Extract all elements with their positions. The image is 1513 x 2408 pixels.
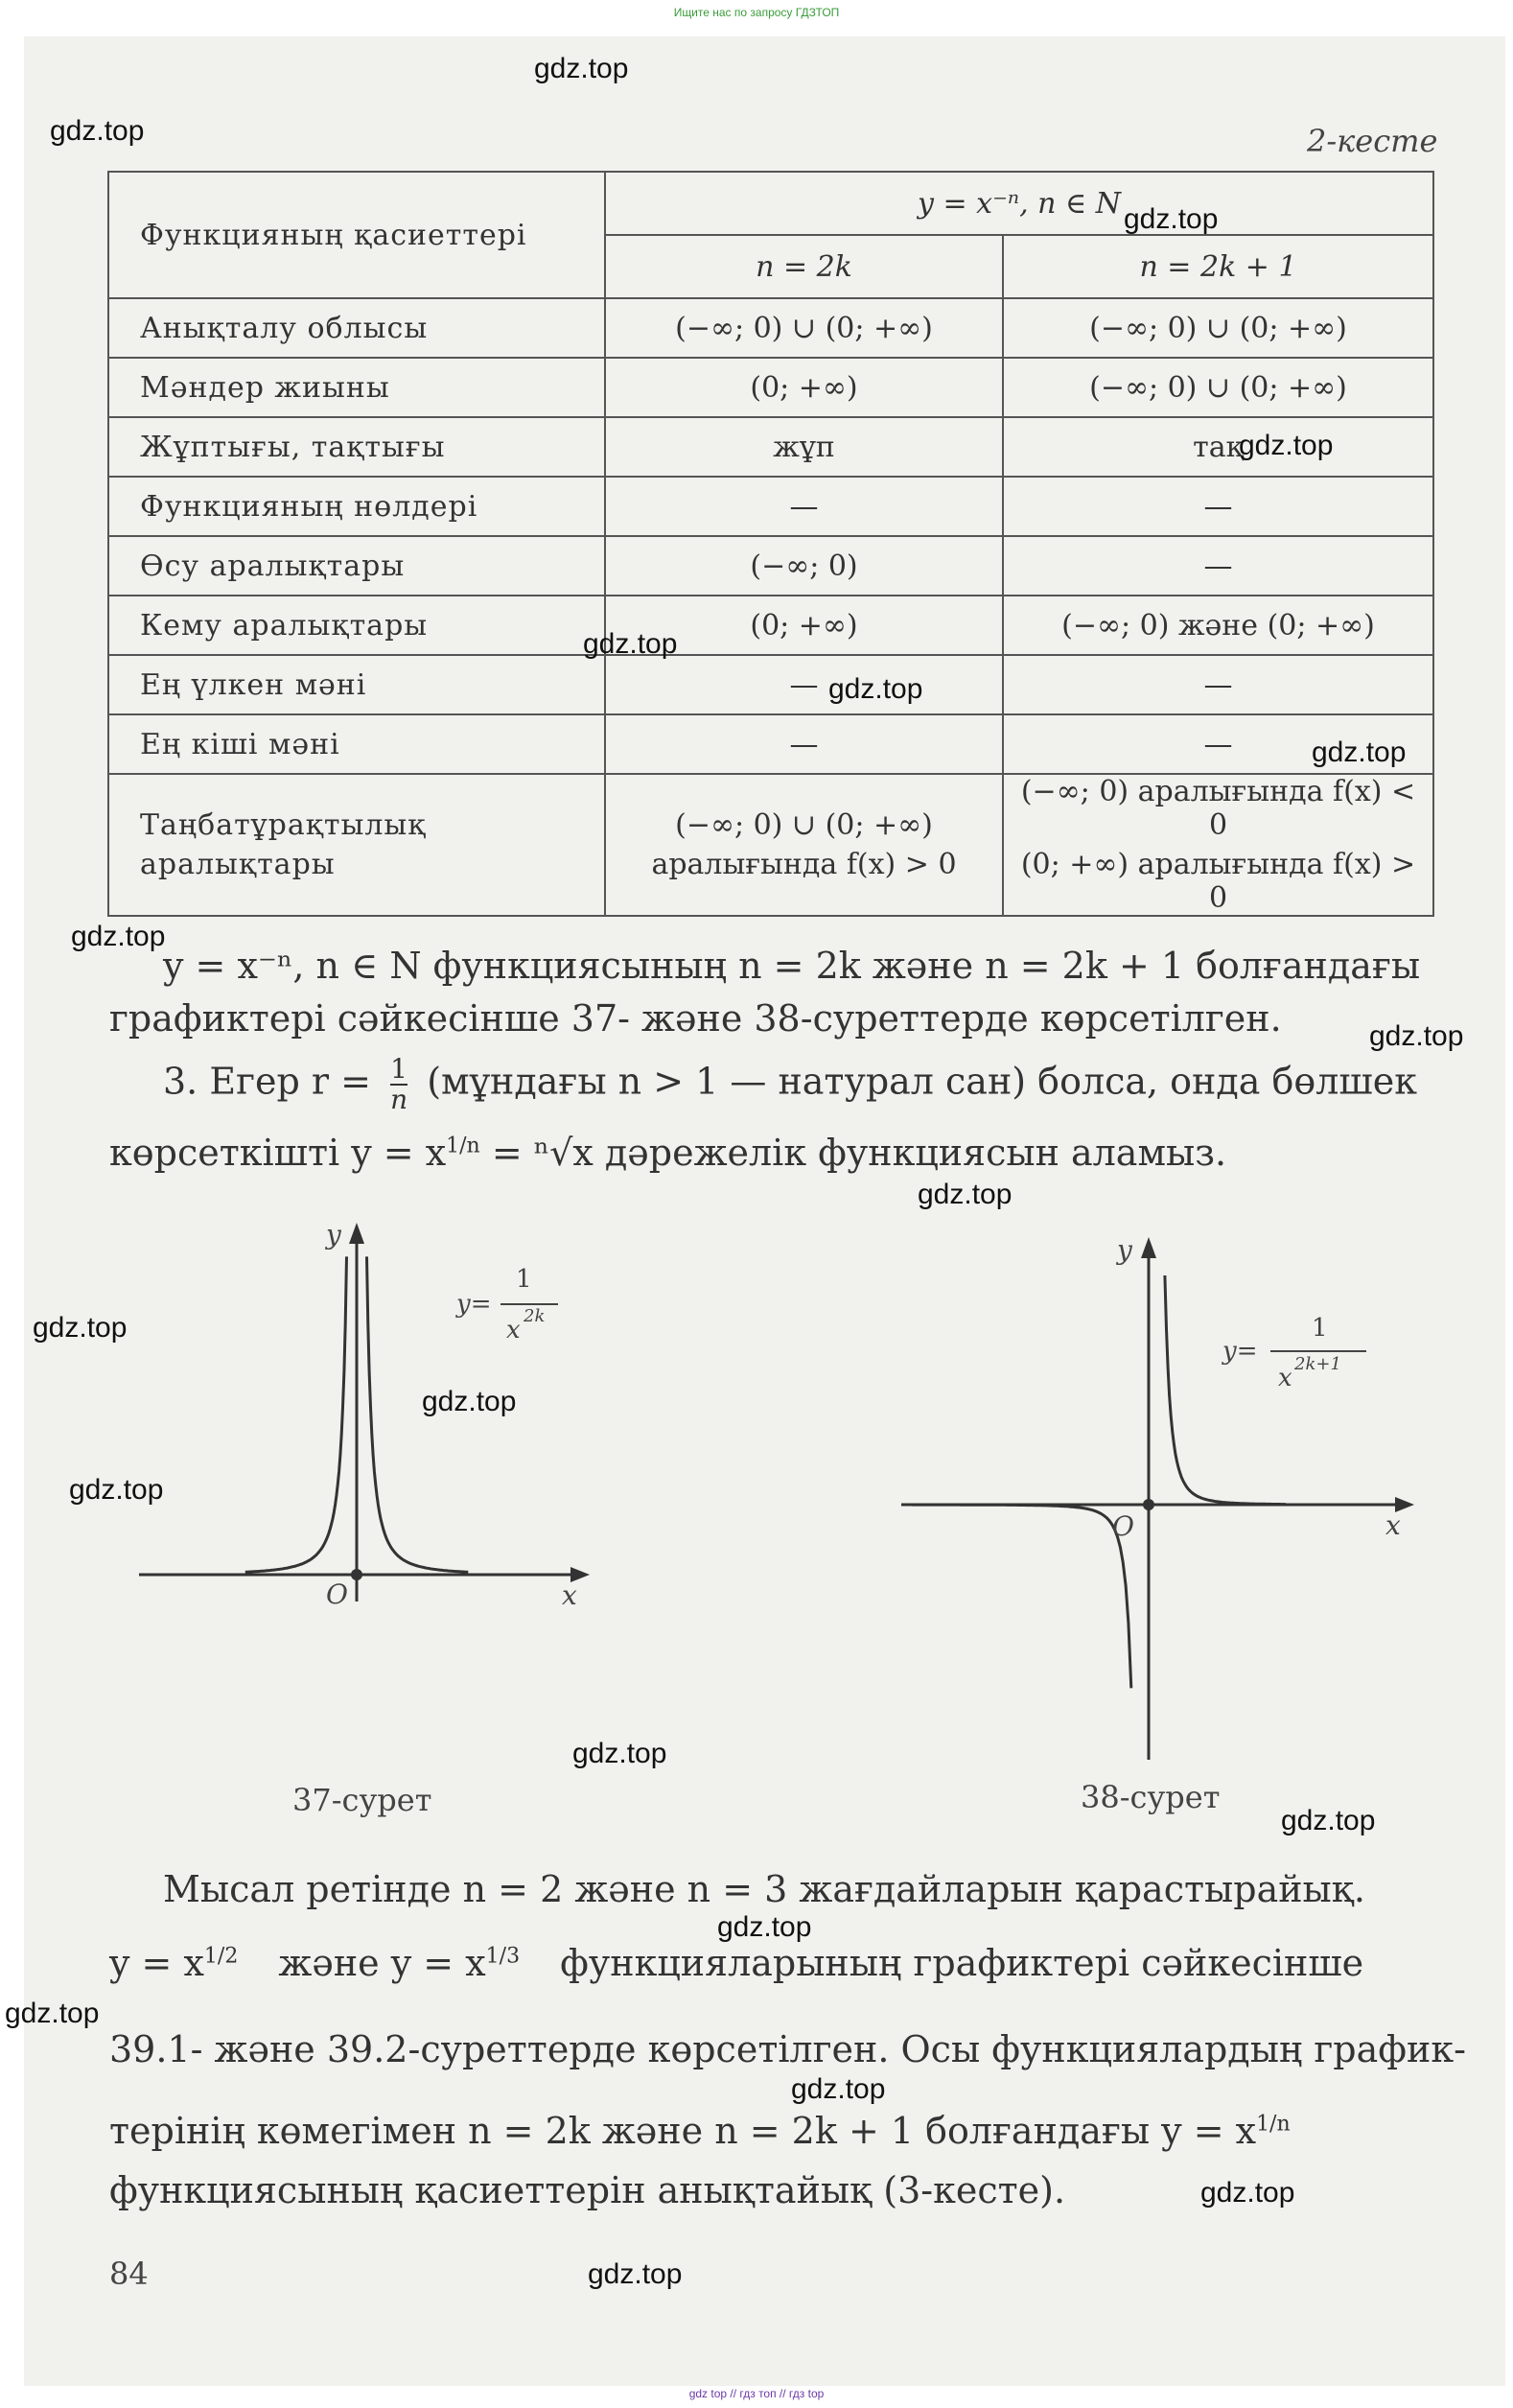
top-note: Ищите нас по запросу ГДЗТОП — [673, 6, 840, 19]
para1-line2: графиктері сәйкесінше 37- және 38-суреттерде көрсетілген. — [109, 997, 1282, 1040]
table-header-row — [108, 172, 1433, 235]
formula-den: x — [1278, 1364, 1292, 1392]
row-cell-even: (0; +∞) — [605, 596, 1003, 655]
watermark: gdz.top — [1239, 430, 1334, 461]
row-label: Ең үлкен мәні — [108, 655, 605, 714]
header-col-odd: n = 2k + 1 — [1003, 235, 1433, 298]
formula-den-exp: 2k+1 — [1294, 1354, 1341, 1374]
table-row — [108, 536, 1433, 596]
cell-line1: (−∞; 0) аралығында f(x) < 0 — [1020, 775, 1416, 842]
origin-label: O — [326, 1578, 348, 1610]
row-cell-odd — [1003, 774, 1433, 916]
curve-left — [912, 1505, 1131, 1688]
exponent: 1/n — [446, 1134, 480, 1158]
y-axis-label: y — [326, 1219, 341, 1251]
row-cell-even: — — [605, 655, 1003, 714]
row-cell-odd: — — [1003, 714, 1433, 774]
para2-text-b: (мұндағы n > 1 — натурал сан) болса, онда бөлшек — [427, 1060, 1417, 1103]
row-cell-even: (0; +∞) — [605, 358, 1003, 417]
row-cell-odd: — — [1003, 477, 1433, 536]
y-axis-label: y — [1117, 1234, 1132, 1266]
fraction-num: 1 — [390, 1053, 407, 1085]
row-cell-odd: (−∞; 0) және (0; +∞) — [1003, 596, 1433, 655]
curve-right — [1165, 1275, 1286, 1505]
table-row-sign — [108, 774, 1433, 916]
watermark: gdz.top — [1200, 2177, 1295, 2209]
y-axis-arrow — [349, 1223, 364, 1244]
watermark: gdz.top — [33, 1312, 128, 1344]
watermark: gdz.top — [50, 115, 145, 147]
row-label: Кему аралықтары — [108, 596, 605, 655]
watermark: gdz.top — [1312, 736, 1407, 768]
table-body — [108, 298, 1433, 774]
para3-line2-a: y = x — [109, 1942, 204, 1984]
watermark: gdz.top — [828, 673, 923, 705]
watermark: gdz.top — [5, 1998, 100, 2029]
watermark: gdz.top — [588, 2258, 683, 2290]
origin-point — [351, 1569, 362, 1580]
watermark: gdz.top — [69, 1474, 164, 1506]
para3-line4 — [109, 2110, 1291, 2152]
watermark: gdz.top — [717, 1911, 812, 1943]
x-axis-label: x — [1385, 1509, 1401, 1541]
header-formula: y = x⁻ⁿ, n ∈ N — [605, 172, 1433, 235]
table-row — [108, 714, 1433, 774]
figure-37-caption: 37-сурет — [292, 1782, 432, 1818]
figure-37 — [125, 1208, 604, 1611]
row-cell-even: — — [605, 714, 1003, 774]
y-axis-arrow — [1141, 1237, 1156, 1258]
row-label: Ең кіші мәні — [108, 714, 605, 774]
x-axis-label: x — [562, 1579, 577, 1611]
formula-y: y= — [456, 1290, 492, 1319]
row-label: Мәндер жиыны — [108, 358, 605, 417]
row-cell-even — [605, 774, 1003, 916]
watermark: gdz.top — [918, 1179, 1013, 1210]
row-label: Өсу аралықтары — [108, 536, 605, 596]
header-col-even: n = 2k — [605, 235, 1003, 298]
exponent: 1/3 — [485, 1944, 521, 1969]
page-number: 84 — [109, 2256, 149, 2292]
watermark: gdz.top — [791, 2073, 886, 2105]
para3-line1: Мысал ретінде n = 2 және n = 3 жағдайларын қарастырайық. — [163, 1868, 1365, 1910]
watermark: gdz.top — [1369, 1020, 1464, 1052]
exponent: 1/n — [1256, 2112, 1291, 2137]
formula-num: 1 — [1312, 1314, 1328, 1343]
para2-line2 — [109, 1132, 1226, 1174]
row-cell-even: — — [605, 477, 1003, 536]
para3-line5: функциясының қасиеттерін анықтайық (3-кесте). — [109, 2169, 1066, 2211]
exponent: 1/2 — [203, 1944, 239, 1969]
origin-point — [1143, 1499, 1154, 1510]
para3-line2 — [109, 1942, 1363, 1984]
table-row — [108, 596, 1433, 655]
bottom-note: gdz top // гдз топ // гдз top — [688, 2387, 825, 2400]
table-row — [108, 298, 1433, 358]
watermark: gdz.top — [534, 53, 629, 84]
table-row — [108, 417, 1433, 477]
para2-text-a: 3. Егер r = — [163, 1060, 371, 1103]
cell-line2: аралығында f(x) > 0 — [651, 848, 957, 881]
cell-line1: (−∞; 0) ∪ (0; +∞) — [675, 808, 933, 842]
formula-y: y= — [1222, 1337, 1258, 1366]
para2-line2-a: көрсеткішті y = x — [109, 1132, 447, 1174]
curve-left — [245, 1256, 347, 1572]
para2-line1 — [163, 1055, 1417, 1114]
row-cell-odd: — — [1003, 536, 1433, 596]
row-label: Жұптығы, тақтығы — [108, 417, 605, 477]
row-cell-odd: (−∞; 0) ∪ (0; +∞) — [1003, 298, 1433, 358]
row-cell-odd: тақ — [1003, 417, 1433, 477]
row-label-line1: Таңбатұрақтылық — [140, 808, 427, 842]
row-cell-odd: — — [1003, 655, 1433, 714]
watermark: gdz.top — [71, 921, 166, 952]
properties-table — [107, 171, 1434, 917]
row-label-line2: аралықтары — [140, 848, 336, 881]
figure-38 — [892, 1223, 1429, 1769]
row-label: Функцияның нөлдері — [108, 477, 605, 536]
row-label — [108, 774, 605, 916]
para3-line3: 39.1- және 39.2-суреттерде көрсетілген. Осы функциялардың график- — [109, 2028, 1466, 2070]
figure-38-caption: 38-сурет — [1081, 1779, 1221, 1815]
table-row — [108, 655, 1433, 714]
watermark: gdz.top — [583, 628, 678, 660]
fraction — [390, 1055, 407, 1114]
para3-line2-b: функцияларының графиктері сәйкесінше — [560, 1942, 1364, 1984]
para3-line4-a: терінің көмегімен n = 2k және n = 2k + 1 болғандағы y = x — [109, 2110, 1257, 2152]
formula-num: 1 — [516, 1265, 532, 1294]
para1-line1: y = x⁻ⁿ, n ∈ N функциясының n = 2k және n = 2k + 1 болғандағы — [163, 945, 1421, 987]
watermark: gdz.top — [572, 1738, 667, 1769]
fraction-den: n — [390, 1084, 408, 1115]
origin-label: O — [1112, 1510, 1134, 1542]
table-row — [108, 358, 1433, 417]
formula-den-exp: 2k — [524, 1306, 546, 1326]
row-label: Анықталу облысы — [108, 298, 605, 358]
table-caption: 2-кесте — [1307, 123, 1438, 159]
watermark: gdz.top — [1281, 1805, 1376, 1836]
row-cell-even: (−∞; 0) — [605, 536, 1003, 596]
header-properties: Функцияның қасиеттері — [108, 172, 605, 298]
formula-den: x — [506, 1316, 521, 1344]
watermark: gdz.top — [422, 1386, 517, 1417]
table-row — [108, 477, 1433, 536]
row-cell-even: (−∞; 0) ∪ (0; +∞) — [605, 298, 1003, 358]
para3-line2-mid: және y = x — [278, 1942, 486, 1984]
cell-line2: (0; +∞) аралығында f(x) > 0 — [1020, 848, 1416, 915]
para2-line2-b: = ⁿ√x дәрежелік функциясын аламыз. — [491, 1132, 1227, 1174]
row-cell-odd: (−∞; 0) ∪ (0; +∞) — [1003, 358, 1433, 417]
row-cell-even: жұп — [605, 417, 1003, 477]
watermark: gdz.top — [1124, 203, 1219, 235]
